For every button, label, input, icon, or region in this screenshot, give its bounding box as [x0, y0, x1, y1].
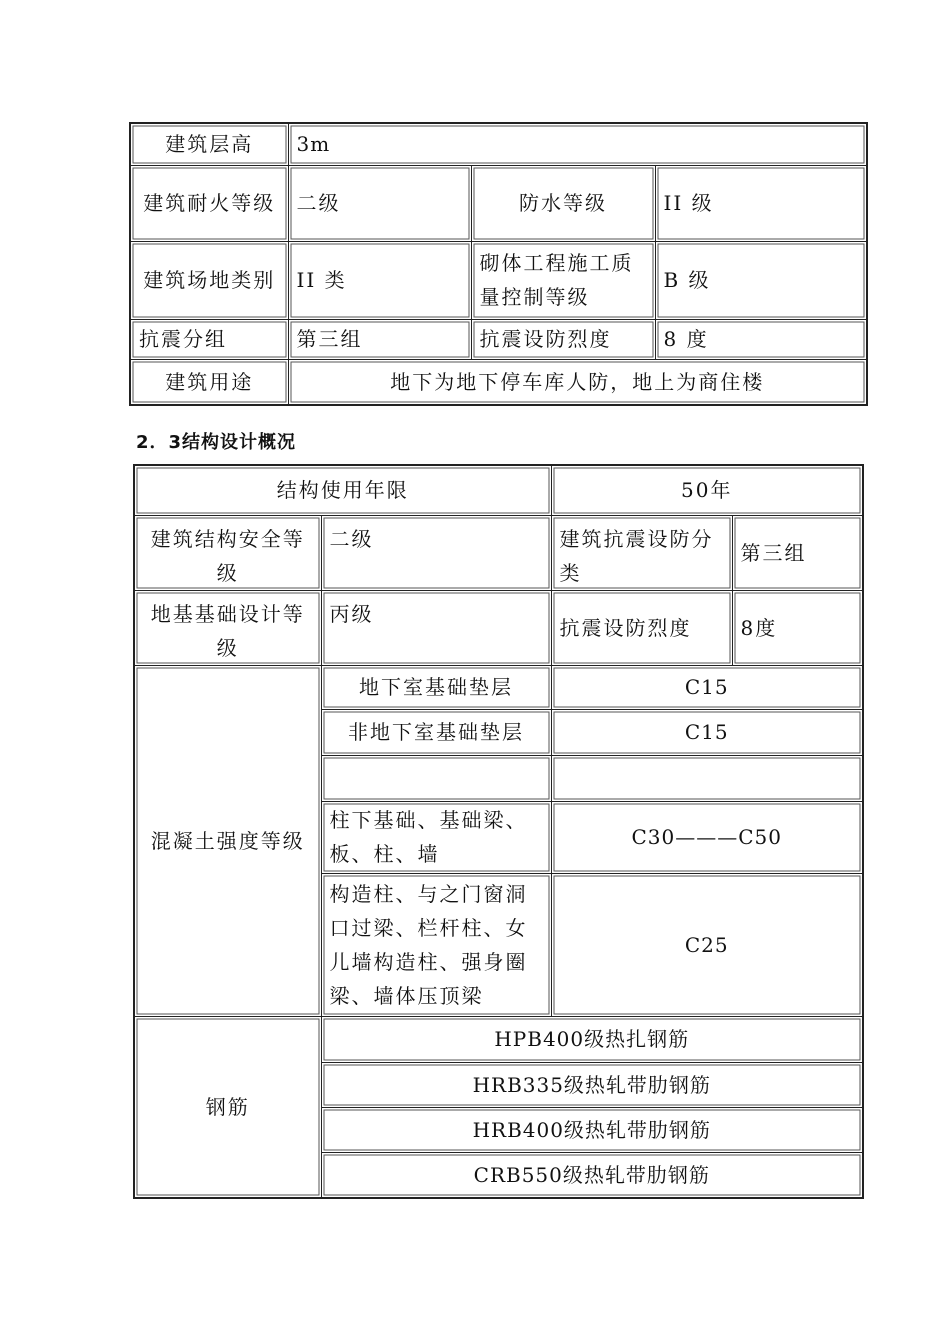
rebar-type: CRB550级热轧带肋钢筋	[321, 1152, 863, 1198]
label-rebar: 钢筋	[134, 1016, 321, 1198]
table-row	[134, 665, 863, 709]
table-row	[134, 1016, 863, 1062]
label-foundation-grade: 地基基础设计等级	[134, 590, 321, 665]
concrete-grade: C15	[551, 709, 863, 755]
value-site-category: II 类	[288, 241, 471, 319]
rebar-type: HRB335级热轧带肋钢筋	[321, 1062, 863, 1107]
value-foundation-grade: 丙级	[321, 590, 551, 665]
rebar-type: HPB400级热扎钢筋	[321, 1016, 863, 1062]
building-parameters-table	[129, 122, 868, 406]
label-seismic-intensity: 抗震设防烈度	[471, 319, 655, 359]
table-row	[130, 165, 867, 241]
value-seismic-intensity-2: 8度	[732, 590, 863, 665]
rebar-type: HRB400级热轧带肋钢筋	[321, 1107, 863, 1152]
value-floor-height: 3m	[288, 123, 867, 165]
value-seismic-intensity: 8 度	[655, 319, 867, 359]
table-row	[130, 241, 867, 319]
table-row	[134, 465, 863, 515]
concrete-grade	[551, 755, 863, 801]
concrete-grade: C25	[551, 873, 863, 1016]
concrete-item: 构造柱、与之门窗洞口过梁、栏杆柱、女儿墙构造柱、强身圈梁、墙体压顶梁	[321, 873, 551, 1016]
table-row	[134, 515, 863, 590]
label-concrete-grade: 混凝土强度等级	[134, 665, 321, 1016]
label-building-use: 建筑用途	[130, 359, 288, 405]
value-service-life: 50年	[551, 465, 863, 515]
label-waterproof-grade: 防水等级	[471, 165, 655, 241]
value-safety-grade: 二级	[321, 515, 551, 590]
label-safety-grade: 建筑结构安全等级	[134, 515, 321, 590]
value-building-use: 地下为地下停车库人防，地上为商住楼	[288, 359, 867, 405]
table-row	[130, 359, 867, 405]
concrete-grade: C30———C50	[551, 801, 863, 873]
table-row	[130, 319, 867, 359]
concrete-item: 柱下基础、基础梁、板、柱、墙	[321, 801, 551, 873]
concrete-grade: C15	[551, 665, 863, 709]
concrete-item: 地下室基础垫层	[321, 665, 551, 709]
label-site-category: 建筑场地类别	[130, 241, 288, 319]
label-masonry-quality-grade: 砌体工程施工质量控制等级	[471, 241, 655, 319]
label-fire-rating: 建筑耐火等级	[130, 165, 288, 241]
concrete-item	[321, 755, 551, 801]
label-service-life: 结构使用年限	[134, 465, 551, 515]
label-seismic-group: 抗震分组	[130, 319, 288, 359]
value-seismic-category: 第三组	[732, 515, 863, 590]
label-seismic-intensity-2: 抗震设防烈度	[551, 590, 732, 665]
label-seismic-category: 建筑抗震设防分类	[551, 515, 732, 590]
value-waterproof-grade: II 级	[655, 165, 867, 241]
concrete-item: 非地下室基础垫层	[321, 709, 551, 755]
label-floor-height: 建筑层高	[130, 123, 288, 165]
value-seismic-group: 第三组	[288, 319, 471, 359]
table-row	[134, 590, 863, 665]
section-heading: 2．3结构设计概况	[136, 432, 297, 453]
value-fire-rating: 二级	[288, 165, 471, 241]
structural-design-table	[133, 464, 864, 1199]
table-row	[130, 123, 867, 165]
value-masonry-quality-grade: B 级	[655, 241, 867, 319]
